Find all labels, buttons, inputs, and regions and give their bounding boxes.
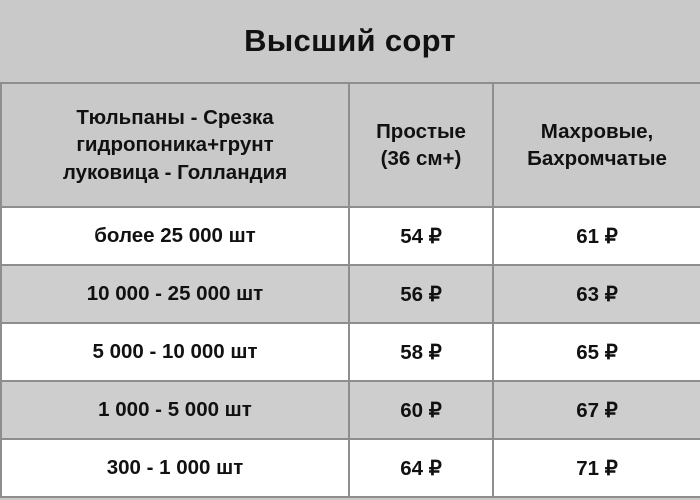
row-price-simple: 58 ₽	[349, 323, 493, 381]
price-table	[0, 82, 700, 498]
title-bar	[0, 0, 700, 82]
header-simple	[349, 83, 493, 207]
row-price-terry: 63 ₽	[493, 265, 700, 323]
row-quantity: 5 000 - 10 000 шт	[1, 323, 349, 381]
table-row	[1, 381, 700, 439]
header-terry-line-1: Махровые,	[540, 119, 654, 143]
header-category-line-1: Тюльпаны - Срезка	[76, 106, 274, 130]
header-simple-line-1: Простые	[376, 119, 466, 143]
row-price-terry: 71 ₽	[493, 439, 700, 497]
header-category-line-3: луковица - Голландия	[62, 160, 288, 184]
row-price-terry: 65 ₽	[493, 323, 700, 381]
row-quantity: более 25 000 шт	[1, 207, 349, 265]
row-price-terry: 67 ₽	[493, 381, 700, 439]
page-title: Высший сорт	[244, 23, 456, 58]
row-quantity: 10 000 - 25 000 шт	[1, 265, 349, 323]
header-terry-line-2: Бахромчатые	[527, 147, 667, 170]
table-row	[1, 207, 700, 265]
header-category-line-2: гидропоника+грунт	[76, 133, 274, 157]
row-price-simple: 54 ₽	[349, 207, 493, 265]
header-terry	[493, 83, 700, 207]
table-row	[1, 439, 700, 497]
header-simple-line-2: (36 см+)	[380, 147, 462, 170]
row-price-simple: 60 ₽	[349, 381, 493, 439]
header-category	[1, 83, 349, 207]
table-row	[1, 323, 700, 381]
row-price-simple: 64 ₽	[349, 439, 493, 497]
row-price-terry: 61 ₽	[493, 207, 700, 265]
table-header-row	[1, 83, 700, 207]
row-quantity: 300 - 1 000 шт	[1, 439, 349, 497]
row-price-simple: 56 ₽	[349, 265, 493, 323]
row-quantity: 1 000 - 5 000 шт	[1, 381, 349, 439]
table-row	[1, 265, 700, 323]
